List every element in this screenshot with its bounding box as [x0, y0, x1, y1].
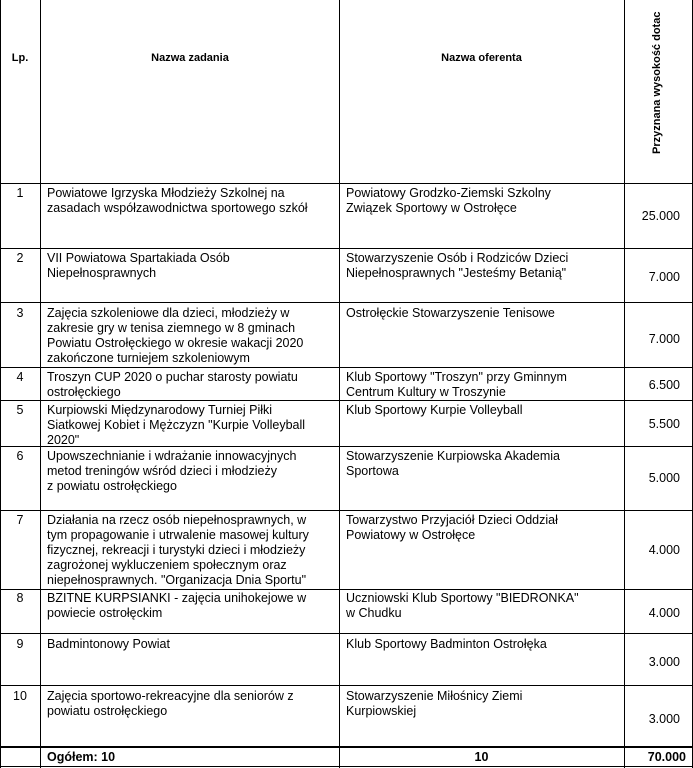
grid-line: [0, 183, 693, 184]
row-task: Powiatowe Igrzyska Młodzieży Szkolnej na zasadach współzawodnictwa sportowego szkół: [47, 186, 308, 215]
grid-line: [40, 0, 41, 768]
row-lp: 3: [16, 306, 24, 320]
row-bidder: Stowarzyszenie Miłośnicy Ziemi Kurpiowskiej: [346, 689, 523, 718]
row-bidder: Towarzystwo Przyjaciół Dzieci Oddział Powiatowy w Ostrołęce: [346, 513, 558, 542]
row-amount: 4.000: [648, 606, 680, 620]
row-amount: 5.500: [648, 417, 680, 431]
row-lp: 5: [16, 403, 24, 417]
row-lp: 1: [16, 186, 24, 200]
row-lp: 7: [16, 513, 24, 527]
grid-line: [0, 685, 693, 686]
row-task: Kurpiowski Międzynarodowy Turniej Piłki Siatkowej Kobiet i Mężczyzn "Kurpie Volleyball 2020": [47, 403, 306, 447]
row-bidder: Uczniowski Klub Sportowy "BIEDRONKA" w Chudku: [346, 591, 579, 620]
row-amount: 3.000: [648, 655, 680, 669]
total-count: 10: [474, 750, 489, 764]
row-amount: 7.000: [648, 270, 680, 284]
grid-line: [0, 400, 693, 401]
row-task: Zajęcia sportowo-rekreacyjne dla seniorów z powiatu ostrołęckiego: [47, 689, 294, 718]
row-lp: 10: [13, 689, 27, 703]
row-bidder: Ostrołęckie Stowarzyszenie Tenisowe: [346, 306, 555, 320]
row-lp: 6: [16, 449, 24, 463]
row-lp: 9: [16, 637, 24, 651]
row-amount: 6.500: [648, 378, 680, 392]
grid-line: [0, 248, 693, 249]
row-bidder: Klub Sportowy "Troszyn" przy Gminnym Centrum Kultury w Troszynie: [346, 370, 567, 399]
row-amount: 25.000: [641, 209, 680, 223]
row-task: Działania na rzecz osób niepełnosprawnych, w tym propagowanie i utrwalenie masowej kultury fizycznej, rekreacji i turystyki dzieci i młodzieży zagrożonej wykluczeniem społecznym oraz niepełnosprawnych. "Organizacja Dnia Sportu": [47, 513, 309, 587]
total-amount: 70.000: [647, 750, 686, 764]
grid-line: [0, 589, 693, 590]
row-task: Zajęcia szkoleniowe dla dzieci, młodzieży w zakresie gry w tenisa ziemnego w 8 gminach Powiatu Ostrołęckiego w okresie wakacji 2020 zakończone turniejem szkoleniowym: [47, 306, 304, 365]
row-amount: 7.000: [648, 332, 680, 346]
total-label: Ogółem: 10: [47, 750, 116, 764]
row-bidder: Stowarzyszenie Osób i Rodziców Dzieci Niepełnosprawnych "Jesteśmy Betanią": [346, 251, 569, 280]
header-lp: Lp.: [11, 52, 29, 64]
grid-line: [0, 302, 693, 303]
grid-line: [0, 367, 693, 368]
header-amount: Przyznana wysokość dotac: [651, 11, 663, 154]
row-bidder: Klub Sportowy Kurpie Volleyball: [346, 403, 523, 417]
row-bidder: Stowarzyszenie Kurpiowska Akademia Sportowa: [346, 449, 560, 478]
row-task: Upowszechnianie i wdrażanie innowacyjnych metod treningów wśród dzieci i młodzieży z powiatu ostrołęckiego: [47, 449, 297, 493]
row-amount: 3.000: [648, 712, 680, 726]
grid-line: [0, 746, 693, 748]
grid-line: [0, 633, 693, 634]
row-bidder: Powiatowy Grodzko-Ziemski Szkolny Związek Sportowy w Ostrołęce: [346, 186, 551, 215]
row-bidder: Klub Sportowy Badminton Ostrołęka: [346, 637, 547, 651]
row-task: Badmintonowy Powiat: [47, 637, 170, 651]
row-lp: 4: [16, 370, 24, 384]
row-amount: 5.000: [648, 471, 680, 485]
row-lp: 8: [16, 591, 24, 605]
header-bidder: Nazwa oferenta: [441, 52, 522, 64]
header-task: Nazwa zadania: [151, 52, 229, 64]
grid-line: [0, 766, 693, 767]
row-task: Troszyn CUP 2020 o puchar starosty powiatu ostrołęckiego: [47, 370, 298, 399]
row-task: BZITNE KURPSIANKI - zajęcia unihokejowe w powiecie ostrołęckim: [47, 591, 307, 620]
row-lp: 2: [16, 251, 24, 265]
grid-line: [0, 510, 693, 511]
row-task: VII Powiatowa Spartakiada Osób Niepełnosprawnych: [47, 251, 230, 280]
grid-line: [339, 0, 340, 768]
row-amount: 4.000: [648, 543, 680, 557]
